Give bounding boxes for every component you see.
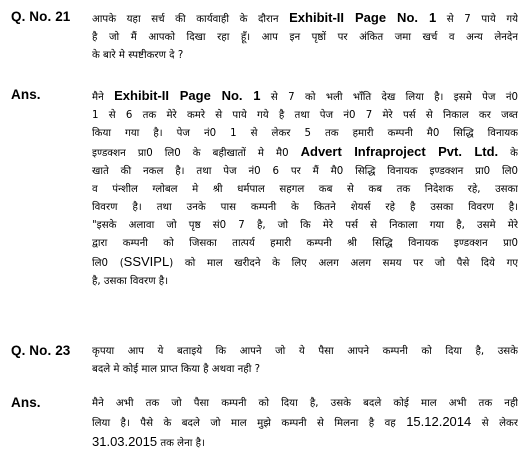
question-21-text bbox=[92, 9, 518, 65]
answer-23-label: Ans. bbox=[11, 395, 41, 410]
text-line: मैने Exhibit-II Page No. 1 से 7 को भली भाँति देख लिया है। इसमे पेज नं0 bbox=[92, 88, 518, 103]
text-line: इण्डक्शन प्रा0 लि0 के बहीखातों मे मै0 Advert Infraproject Pvt. Ltd. के bbox=[92, 144, 518, 159]
text-line: व पंन्शील ग्लोबल मे श्री धर्मपाल सहगल कब से कब तक निदेशक रहे, उसका bbox=[92, 184, 518, 195]
text-line: आपके यहा सर्च की कार्यवाही के दौरान Exhibit-II Page No. 1 से 7 पाये गये bbox=[92, 10, 518, 25]
answer-23-text bbox=[92, 395, 518, 453]
text-line: द्वारा कम्पनी को जिसका तात्पर्य हमारी कम्पनी श्री सिद्धि विनायक इण्डक्शन प्रा0 bbox=[92, 238, 518, 249]
answer-21-text bbox=[92, 87, 518, 291]
question-23-text bbox=[92, 343, 518, 379]
text-line: है, उसका विवरण है। bbox=[92, 276, 169, 287]
text-line: है जो मैं आपको दिखा रहा हूँ। आप इन पृष्ठों पर अंकित जमा खर्च व अन्य लेनदेन bbox=[92, 32, 518, 43]
text-line: "इसके अलावा जो पृष्ठ सं0 7 है, जो कि मेरे पर्स से निकाला गया है, उसमे मेरे bbox=[92, 220, 518, 231]
text-line: लि0 (SSVIPL) को माल खरीदने के लिए अलग अलग समय पर जो पैसे दिये गए bbox=[92, 254, 518, 269]
text-line: खाते की नकल है। तथा पेज नं0 6 पर मैं मै0 सिद्धि विनायक इण्डक्शन प्रा0 लि0 bbox=[92, 166, 518, 177]
text-line: लिया है। पैसे के बदले जो माल मुझे कम्पनी से मिलना है वह 15.12.2014 से लेकर bbox=[92, 414, 518, 429]
text-line: किया गया है। पेज नं0 1 से लेकर 5 तक हमारी कम्पनी मै0 सिद्धि विनायक bbox=[92, 128, 518, 139]
text-line: कृपया आप ये बताइये कि आपने जो ये पैसा आपने कम्पनी को दिया है, उसके bbox=[92, 346, 518, 357]
text-line: बदले मे कोई माल प्राप्त किया है अथवा नही ? bbox=[92, 364, 260, 375]
text-line: विवरण है। तथा उनके पास कम्पनी के कितने शेयर्स रहे है उसका विवरण है। bbox=[92, 202, 518, 213]
answer-21-label: Ans. bbox=[11, 87, 41, 102]
text-line: के बारे मे स्पष्टीकरण दे ? bbox=[92, 50, 184, 61]
text-line: मैने अभी तक जो पैसा कम्पनी को दिया है, उसके बदले कोई माल अभी तक नही bbox=[92, 398, 518, 409]
text-line: 1 से 6 तक मेरे कमरे से पाये गये है तथा पेज नं0 7 मेरे पर्स से निकाल कर जब्त bbox=[92, 110, 518, 121]
text-line: 31.03.2015 तक लेना है। bbox=[92, 434, 205, 449]
question-23-label: Q. No. 23 bbox=[11, 343, 71, 358]
question-21-label: Q. No. 21 bbox=[11, 9, 71, 24]
